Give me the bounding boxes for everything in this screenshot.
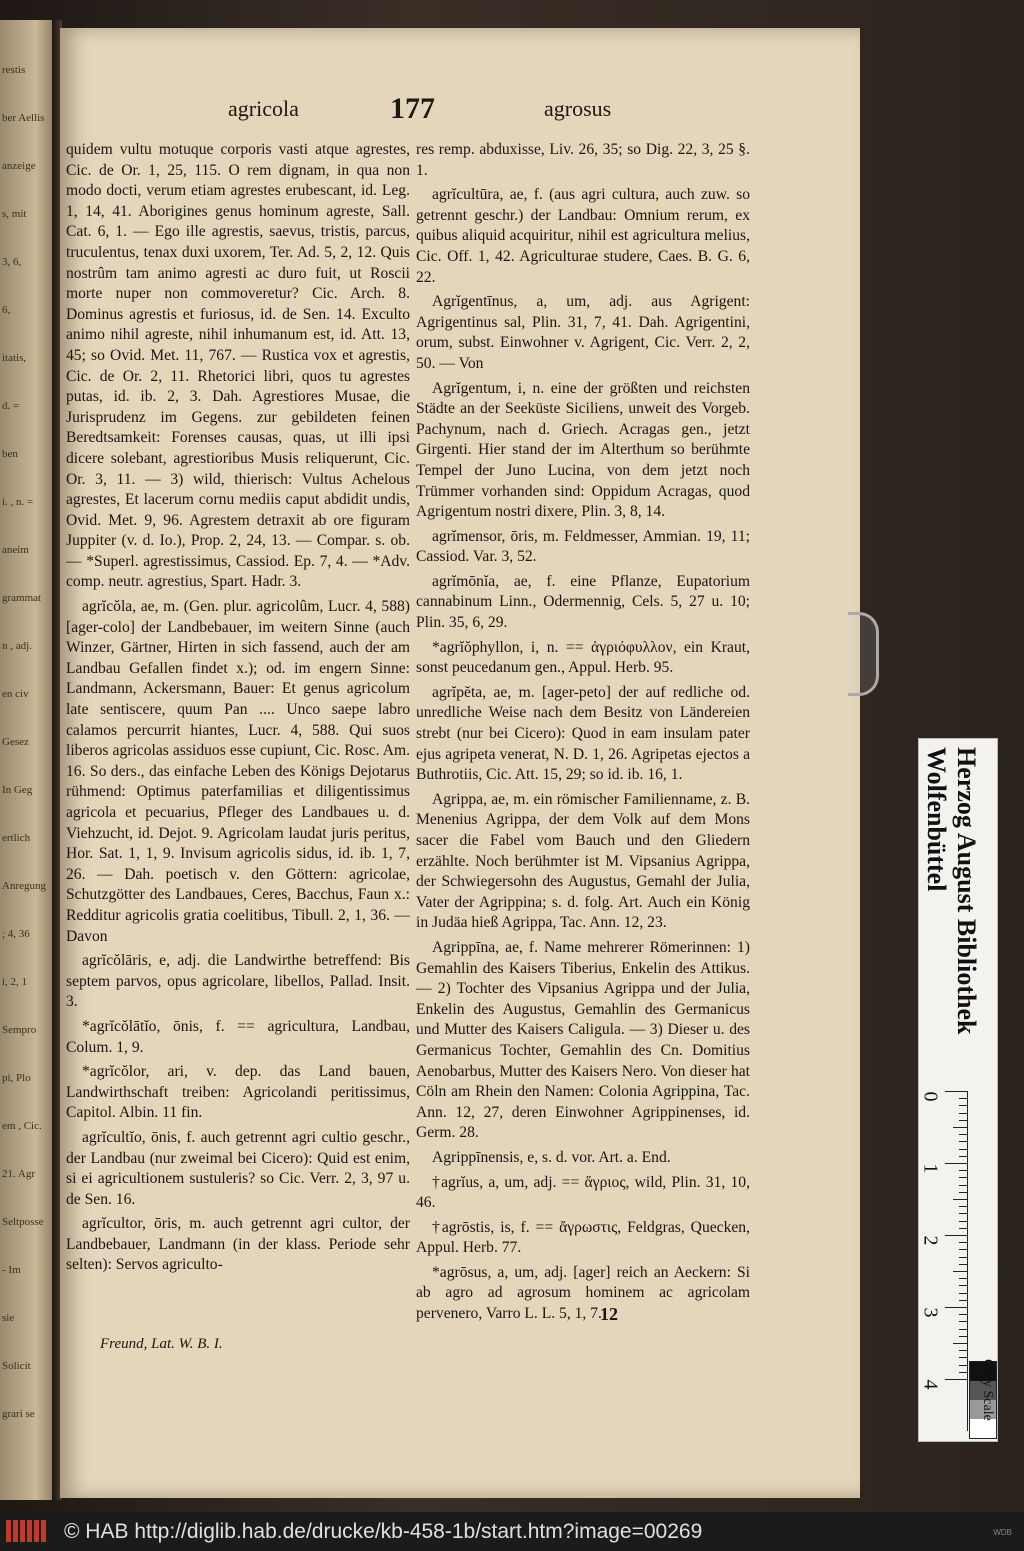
ruler-number: 1 (919, 1163, 942, 1174)
ruler-tick (959, 1134, 967, 1135)
running-head (60, 92, 860, 136)
ruler-tick (959, 1206, 967, 1207)
dictionary-entry: agrĭcultor, ōris, m. auch getrennt agri cultor, der Landbebauer, Landmann (in der klass. Periode sehr selten): Servos agriculto- (66, 1215, 410, 1274)
ruler-tick (959, 1221, 967, 1222)
ruler-tick (959, 1113, 967, 1114)
ruler-tick (959, 1170, 967, 1171)
dictionary-entry: *agrĭŏphyllon, i, n. == ἀγριόφυλλον, ein Kraut, sonst peucedanum gen., Appul. Herb. 95. (416, 638, 750, 677)
margin-fragment: d. = (2, 400, 20, 412)
ruler-tick (959, 1321, 967, 1322)
dictionary-entry: Agrippīna, ae, f. Name mehrerer Römerinnen: 1) Gemahlin des Kaisers Tiberius, Enkelin des Attikus. — 2) Tochter des Vipsanius Agrippa und der Julia, Enkelin des Augustus, Gemahlin des Germanicus und Mutter des Kaisers Caligula. — 3) Dieser u. des Germanicus Tochter, Gemahlin des Cn. Domitius Aenobarbus, Mutter des Kaisers Nero. Von dieser hat Cöln am Rhein den Namen: Colonia Agrippina, Tac. Ann. 12, 27, deren Einwohner Agrippinenses, id. Germ. 28. (416, 938, 750, 1142)
ruler-tick (959, 1185, 967, 1186)
ruler-tick (945, 1091, 967, 1092)
ruler-tick (953, 1343, 967, 1344)
library-name (921, 747, 995, 1087)
dictionary-entry: agrĭmōnĭa, ae, f. eine Pflanze, Eupatorium cannabinum Linn., Odermennig, Cels. 5, 27 u. 10; Plin. 35, 6, 29. (416, 572, 750, 632)
gray-swatch (970, 1419, 996, 1438)
dictionary-entry: Agrĭgentīnus, a, um, adj. aus Agrigent: Agrigentinus sal, Plin. 31, 7, 41. Dah. Agrigentini, orum, subst. Einwohner v. Agrigent, Cic. Verr. 2, 2, 50. — Von (416, 293, 750, 372)
wdb-mark: WDB (993, 1528, 1012, 1537)
library-name-line1: Herzog August Bibliothek (952, 747, 981, 1035)
ruler-tick (959, 1228, 967, 1229)
ruler-number: 4 (919, 1379, 942, 1390)
margin-fragment: grammat (2, 592, 42, 604)
ruler-tick (959, 1098, 967, 1099)
dictionary-entry: Agrĭgentum, i, n. eine der größten und reichsten Städte an der Seeküste Siciliens, unweit des Vorgeb. Pachynum, nach d. Griech. Acragas gen., jetzt Girgenti. Hier stand der im Alterthum so berühmte Tempel der Juno Lucina, von dem jetzt noch Trümmer vorhanden sind: Oppidum Acragas, quod Agrigentum nostri dixere, Plin. 3, 8, 14. (416, 379, 750, 521)
dictionary-entry: Agrippa, ae, m. ein römischer Familienname, z. B. Menenius Agrippa, der dem Volk auf dem Mons sacer die Fabel vom Bauch und den Gliedern erzählte. Noch berühmter ist M. Vipsanius Agrippa, der Schwiegersohn des Augustus, Gemahl der Julia, Vater der Agrippina; s. d. folg. Art. Auch ein König in Judäa hieß Agrippa, Tac. Ann. 12, 23. (416, 790, 750, 932)
margin-fragment: i, 2, 1 (2, 976, 28, 988)
dictionary-entry: agrĭpĕta, ae, m. [ager-peto] der auf redliche od. unredliche Weise nach dem Besitz von Ländereien strebt (nur bei Cicero): Quod in eam insulam pater ejus agripeta venerat, N. D. 1, 26. Agripetas ejectos a Buthrotiis, Cic. Att. 15, 29; so id. ib. 16, 1. (416, 683, 750, 784)
printer-signature: Freund, Lat. W. B. I. (100, 1336, 223, 1352)
ruler-number: 0 (919, 1091, 942, 1102)
ruler-tick (959, 1329, 967, 1330)
dictionary-entry: agrĭcŏla, ae, m. (Gen. plur. agricolûm, Lucr. 4, 588) [ager-colo] der Landbebauer, im weitern Sinne (auch Winzer, Gärtner, Hirten in sich fassend, auch der am Landbau Gefallen findet x.); od. im engern Sinne: Landmann, Ackersmann, Bauer: Et genus agricolum late sentiscere, quum Pan .... Unco saepe labro calamos percurrit hiantes, Lucr. 4, 588. Qui suos liberos agricolas assiduos esse cupiunt, Cic. Rosc. Am. 16. So ders., das einfache Leben des Königs Dejotarus rühmend: Optimus paterfamilias et diligentissimus agricola et pecuarius, Pfleger des Landbaues u. d. Viehzucht, id. Dejot. 9. Agricolam laudat juris peritus, Hor. Sat. 1, 1, 9. Invisum agricolis sidus, id. ib. 1, 7, 26. — Dah. poetisch v. den Göttern: agricolae, Schutzgötter des Landbaues, Ceres, Bacchus, Faun x.: Redditur agricolis gratia coelitibus, Tibull. 2, 1, 36. — Davon (66, 598, 410, 945)
dictionary-entry: agrĭcultĭo, ōnis, f. auch getrennt agri cultio geschr., der Landbau (nur zweimal bei Cicero): Quid est enim, si ei agricultionem sustuleris? so Cic. Verr. 2, 3, 97 u. de Sen. 16. (66, 1128, 410, 1208)
ruler-tick (959, 1372, 967, 1373)
ruler-tick (959, 1257, 967, 1258)
ruler-tick (959, 1177, 967, 1178)
ruler-tick (959, 1365, 967, 1366)
ruler-tick (959, 1278, 967, 1279)
ruler-tick (959, 1242, 967, 1243)
page-clip (848, 612, 879, 696)
ruler-tick (959, 1149, 967, 1150)
left-page-edge (0, 20, 60, 1500)
ruler-tick (945, 1379, 967, 1380)
ruler-tick (959, 1350, 967, 1351)
dictionary-entry: res remp. abduxisse, Liv. 26, 35; so Dig. 22, 3, 25 §. 1. (416, 141, 750, 179)
ruler-tick (959, 1156, 967, 1157)
copyright-bar (0, 1512, 1024, 1551)
ruler-tick (959, 1141, 967, 1142)
margin-fragment: ertlich (2, 832, 31, 844)
margin-fragment: n , adj. (2, 640, 32, 652)
right-column (416, 140, 750, 1329)
ruler-tick (945, 1163, 967, 1164)
margin-fragment: grari se (2, 1408, 35, 1420)
ruler-tick (959, 1120, 967, 1121)
ruler-number: 3 (919, 1307, 942, 1318)
page-number: 177 (390, 92, 435, 125)
margin-fragment: Solicit (2, 1360, 31, 1372)
margin-fragment: Anregung (2, 880, 46, 892)
dictionary-entry: *agrĭcŏlātĭo, ōnis, f. == agricultura, Landbau, Colum. 1, 9. (66, 1017, 410, 1056)
ruler-tick (953, 1271, 967, 1272)
ruler-tick (959, 1300, 967, 1301)
margin-fragment: ber Aellis (2, 112, 45, 124)
margin-fragment: Gesez (2, 736, 29, 748)
dictionary-entry: †agrĭus, a, um, adj. == ἄγριος, wild, Plin. 31, 10, 46. (416, 1173, 750, 1212)
dictionary-entry: quidem vultu motuque corporis vasti atque agrestes, Cic. de Or. 1, 25, 115. O rem dignam, in qua non modo docti, verum etiam agrestes erubescant, id. Leg. 1, 14, 41. Aborigines genus hominum agreste, Sall. Cat. 6, 1. — Ego ille agrestis, saevus, tristis, parcus, truculentus, tenax duxi uxorem, Ter. Ad. 5, 2, 12. Quis nostrûm tam animo agresti ac duro fuit, ut Roscii morte nuper non commoveretur? Cic. Arch. 8. Dominus agrestis et furiosus, id. de Sen. 14. Exculto animo nihil agreste, nihil inhumanum est, id. Att. 13, 45; so Ovid. Met. 11, 767. — Rustica vox et agrestis, Cic. de Or. 2, 11. Rhetorici libri, quos tu agrestes putas, id. ib. 2, 3. Dah. Agrestiores Musae, die Jurisprudenz im Gegens. zur gebildeten feinen Beredtsamkeit: Forenses causas, quas, ut illi ipsi dicere solebant, agrestioribus Musis reliquerunt, Cic. Or. 3, 11. — 3) wild, thierisch: Vultus Achelous agrestes, Et lacerum cornu mediis caput abdidit undis, Ovid. Met. 9, 96. Agrestem detraxit ab ore figuram Juppiter (v. d. Io.), Prop. 2, 24, 13. — Compar. s. ob. — *Superl. agrestissimus, Cassiod. Ep. 7, 4. — *Adv. comp. neutr. agrestius, Spart. Hadr. 3. (66, 141, 410, 591)
library-name-line2: Wolfenbüttel (922, 747, 951, 892)
margin-fragment: em , Cic. (2, 1120, 42, 1132)
margin-fragment: itatis, (2, 352, 27, 364)
dictionary-entry: agrĭmensor, ōris, m. Feldmesser, Ammian. 19, 11; Cassiod. Var. 3, 52. (416, 527, 750, 566)
ruler-tick (959, 1293, 967, 1294)
ruler-tick (959, 1264, 967, 1265)
ruler-tick (959, 1192, 967, 1193)
margin-fragment: en civ (2, 688, 29, 700)
dictionary-entry: *agrĭcŏlor, ari, v. dep. das Land bauen, Landwirthschaft treiben: Agricolandi peritissimus, Capitol. Albin. 11 fin. (66, 1063, 410, 1122)
margin-fragment: ben (2, 448, 18, 460)
dictionary-entry: Agrippīnensis, e, s. d. vor. Art. a. End. (432, 1148, 671, 1166)
ruler-tick (945, 1235, 967, 1236)
margin-fragment: sie (2, 1312, 15, 1324)
color-scale-card (918, 738, 998, 1442)
ruler-tick (959, 1314, 967, 1315)
copyright-link[interactable]: © HAB http://diglib.hab.de/drucke/kb-458-1b/start.htm?image=00269 (64, 1520, 703, 1543)
ruler-tick (959, 1249, 967, 1250)
dictionary-entry: †agrōstis, is, f. == ἄγρωστις, Feldgras, Quecken, Appul. Herb. 77. (416, 1218, 750, 1257)
ruler-tick (959, 1213, 967, 1214)
left-column (66, 140, 410, 1280)
margin-fragment: aneim (2, 544, 29, 556)
ruler-tick (953, 1199, 967, 1200)
margin-fragment: 6, (2, 304, 11, 316)
margin-fragment: Sempro (2, 1024, 37, 1036)
dictionary-entry: agrĭcŏlāris, e, adj. die Landwirthe betreffend: Bis septem parvos, opus agricolare, libellos, Pallad. Insit. 3. (66, 952, 410, 1011)
margin-fragment: 21. Agr (2, 1168, 35, 1180)
margin-fragment: 3, 6, (2, 256, 22, 268)
ruler-tick (953, 1127, 967, 1128)
ruler-tick (959, 1285, 967, 1286)
margin-fragment: In Geg (2, 784, 33, 796)
gray-scale-label: Gray Scale (980, 1359, 995, 1421)
margin-fragment: anzeige (2, 160, 36, 172)
hab-logo-icon (6, 1520, 52, 1544)
dictionary-entry: agrĭcultūra, ae, f. (aus agri cultura, auch zuw. so getrennt geschr.) der Landbau: Omnium rerum, ex quibus aliquid acquiritur, nihil est agricultura melius, Cic. Off. 1, 42. Agriculturae studere, Caes. B. G. 6, 22. (416, 186, 750, 286)
dictionary-entry: *agrōsus, a, um, adj. [ager] reich an Aeckern: Si ab agro ad agrosum hominem ac agricolam pervenero, Varro L. L. 5, 1, 7. (416, 1263, 750, 1323)
margin-fragment: i. , n. = (2, 496, 34, 508)
margin-fragment: - Im (2, 1264, 21, 1276)
ruler (919, 1091, 968, 1431)
head-right-word: agrosus (544, 96, 612, 121)
ruler-tick (959, 1357, 967, 1358)
ruler-tick (959, 1105, 967, 1106)
margin-fragment: ; 4, 36 (2, 928, 30, 940)
margin-fragment: Seltposse (2, 1216, 44, 1228)
margin-fragment: restis (2, 64, 26, 76)
ruler-tick (959, 1336, 967, 1337)
sheet-number: 12 (600, 1304, 618, 1324)
ruler-tick (945, 1307, 967, 1308)
margin-fragment: s, mit (2, 208, 27, 220)
head-left-word: agricola (228, 96, 299, 121)
ruler-number: 2 (919, 1235, 942, 1246)
margin-fragment: pi, Plo (2, 1072, 31, 1084)
